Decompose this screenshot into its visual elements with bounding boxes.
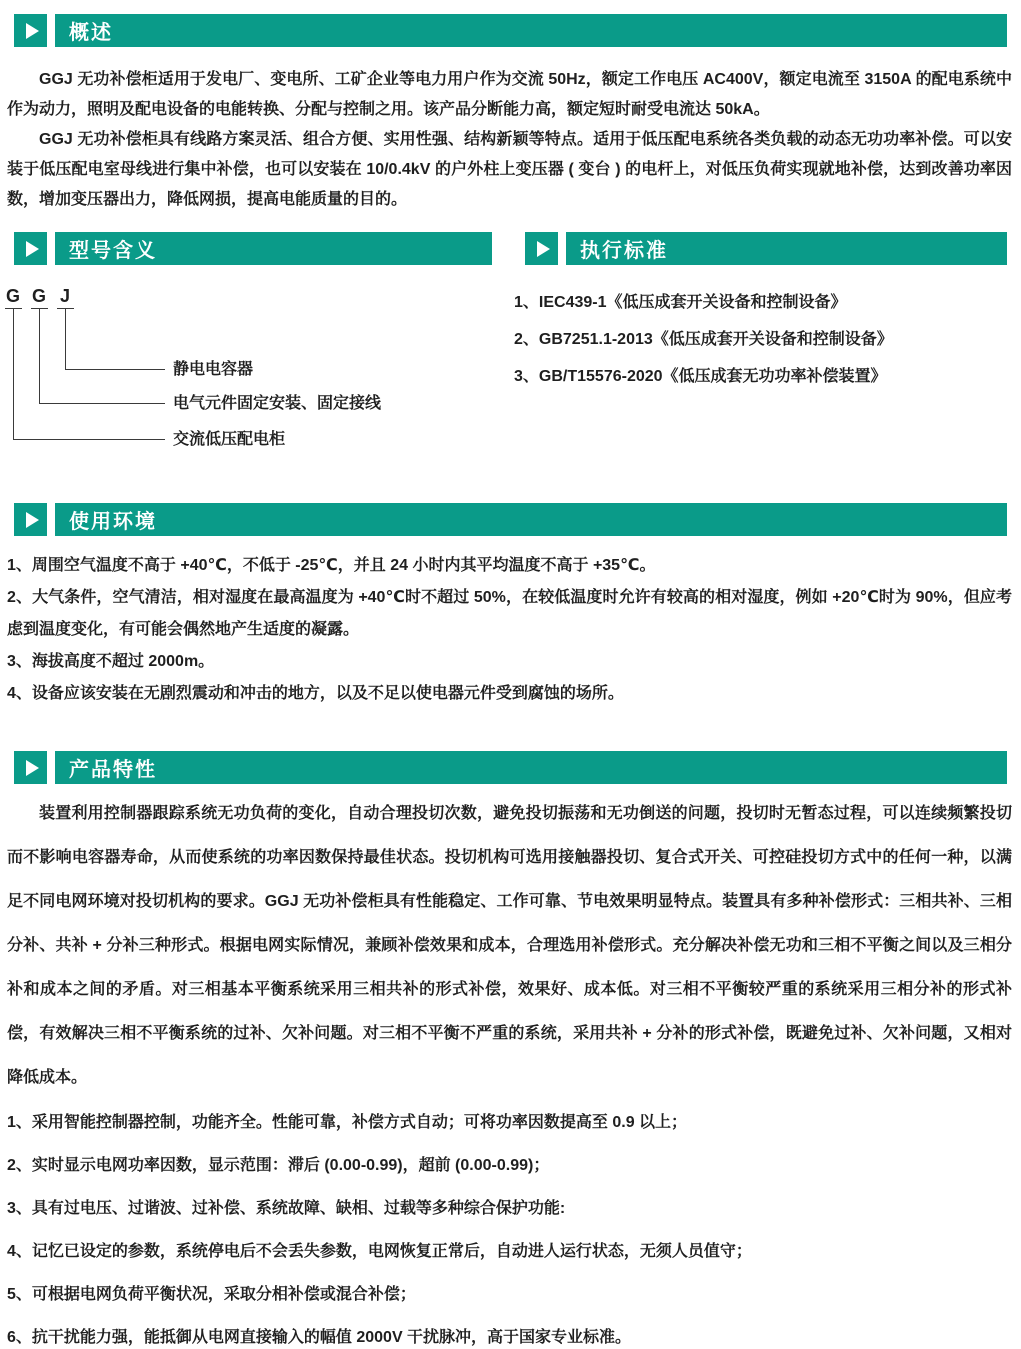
overview-title: 概述 xyxy=(69,22,113,44)
play-arrow-icon xyxy=(14,751,47,784)
overview-paragraph: GGJ 无功补偿柜适用于发电厂、变电所、工矿企业等电力用户作为交流 50Hz，额定工作电压 AC400V，额定电流至 3150A 的配电系统中作为动力，照明及配电设备的电能转换、分配与控制之用。该产品分断能力高，额定短时耐受电流达 50kA。 xyxy=(7,71,1012,118)
triangle-glyph xyxy=(26,23,39,39)
overview-body xyxy=(7,65,1012,215)
overview-paragraph: GGJ 无功补偿柜具有线路方案灵活、组合方便、实用性强、结构新颖等特点。适用于低压配电系统各类负载的动态无功功率补偿。可以安装于低压配电室母线进行集中补偿，也可以安装在 10/0.4kV 的户外柱上变压器 ( 变台 ) 的电杆上，对低压负荷实现就地补偿，达到改善功率因数，增加变压器出力，降低网损，提高电能质量的目的。 xyxy=(7,131,1012,208)
overview-title-banner xyxy=(55,14,1007,47)
environment-item: 1、周围空气温度不高于 +40℃，不低于 -25℃，并且 24 小时内其平均温度不高于 +35℃。 xyxy=(7,557,656,574)
play-arrow-icon xyxy=(14,14,47,47)
environment-title: 使用环境 xyxy=(69,511,157,533)
feature-item: 5、可根据电网负荷平衡状况，采取分相补偿或混合补偿； xyxy=(7,1286,416,1303)
environment-item: 4、设备应该安装在无剧烈震动和冲击的地方，以及不足以使电器元件受到腐蚀的场所。 xyxy=(7,685,624,702)
environment-header xyxy=(14,503,1007,536)
diagram-label: 静电电容器 xyxy=(173,361,254,378)
model-meaning-header xyxy=(14,232,492,265)
feature-item: 4、记忆已设定的参数，系统停电后不会丢失参数，电网恢复正常后，自动进人运行状态，无须人员值守； xyxy=(7,1243,752,1260)
code-letter: G xyxy=(31,286,46,306)
play-arrow-icon xyxy=(14,232,47,265)
standards-title-banner xyxy=(566,232,1007,265)
code-letter: G xyxy=(5,286,20,306)
section-model-meaning xyxy=(0,232,511,461)
feature-item: 2、实时显示电网功率因数，显示范围：滞后 (0.00-0.99)，超前 (0.00-0.99)； xyxy=(7,1157,550,1174)
standards-item: 2、GB7251.1-2013《低压成套开关设备和控制设备》 xyxy=(514,331,893,348)
triangle-glyph xyxy=(26,760,39,776)
play-arrow-icon xyxy=(14,503,47,536)
feature-item: 1、采用智能控制器控制，功能齐全。性能可靠，补偿方式自动；可将功率因数提高至 0.9 以上； xyxy=(7,1114,688,1131)
triangle-glyph xyxy=(537,241,550,257)
feature-item: 6、抗干扰能力强，能抵御从电网直接输入的幅值 2000V 干扰脉冲，高于国家专业标准。 xyxy=(7,1329,632,1346)
triangle-glyph xyxy=(26,241,39,257)
features-paragraph: 装置利用控制器跟踪系统无功负荷的变化，自动合理投切次数，避免投切振荡和无功倒送的问题，投切时无暂态过程，可以连续频繁投切而不影响电容器寿命，从而使系统的功率因数保持最佳状态。投切机构可选用接触器投切、复合式开关、可控硅投切方式中的任何一种，以满足不同电网环境对投切机构的要求。GGJ 无功补偿柜具有性能稳定、工作可靠、节电效果明显特点。装置具有多种补偿形式：三相共补、三相分补、共补 + 分补三种形式。根据电网实际情况，兼顾补偿效果和成本，合理选用补偿形式。充分解决补偿无功和三相不平衡之间以及三相分补和成本之间的矛盾。对三相基本平衡系统采用三相共补的形式补偿，效果好、成本低。对三相不平衡较严重的系统采用三相分补的形式补偿，有效解决三相不平衡系统的过补、欠补问题。对三相不平衡不严重的系统，采用共补 + 分补的形式补偿，既避免过补、欠补问题，又相对降低成本。 xyxy=(7,805,1012,1086)
environment-title-banner xyxy=(55,503,1007,536)
overview-header xyxy=(14,14,1007,47)
features-title: 产品特性 xyxy=(69,759,157,781)
features-header xyxy=(14,751,1007,784)
section-features xyxy=(0,751,1021,1349)
model-standards-row xyxy=(0,232,1021,461)
environment-list xyxy=(7,550,1012,710)
standards-title: 执行标准 xyxy=(580,240,668,262)
model-meaning-title: 型号含义 xyxy=(69,240,157,262)
connector-line xyxy=(13,309,165,440)
section-overview xyxy=(0,14,1021,215)
section-standards xyxy=(511,232,1021,461)
section-environment xyxy=(0,503,1021,710)
play-arrow-icon xyxy=(525,232,558,265)
environment-item: 3、海拔高度不超过 2000m。 xyxy=(7,653,215,670)
diagram-label: 电气元件固定安装、固定接线 xyxy=(173,395,382,412)
standards-header xyxy=(525,232,1007,265)
environment-item: 2、大气条件，空气清洁，相对湿度在最高温度为 +40℃时不超过 50%，在较低温度时允许有较高的相对湿度，例如 +20℃时为 90%，但应考虑到温度变化，有可能会偶然地产生适度的凝露。 xyxy=(7,589,1012,638)
model-code-diagram xyxy=(5,286,511,461)
standards-list xyxy=(511,292,1011,387)
model-meaning-title-banner xyxy=(55,232,492,265)
standards-item: 1、IEC439-1《低压成套开关设备和控制设备》 xyxy=(514,294,847,311)
code-letter: J xyxy=(59,286,70,306)
triangle-glyph xyxy=(26,512,39,528)
diagram-label: 交流低压配电柜 xyxy=(173,431,286,448)
standards-item: 3、GB/T15576-2020《低压成套无功功率补偿装置》 xyxy=(514,368,887,385)
features-title-banner xyxy=(55,751,1007,784)
features-list xyxy=(7,1112,1012,1349)
feature-item: 3、具有过电压、过谐波、过补偿、系统故障、缺相、过载等多种综合保护功能: xyxy=(7,1200,566,1217)
